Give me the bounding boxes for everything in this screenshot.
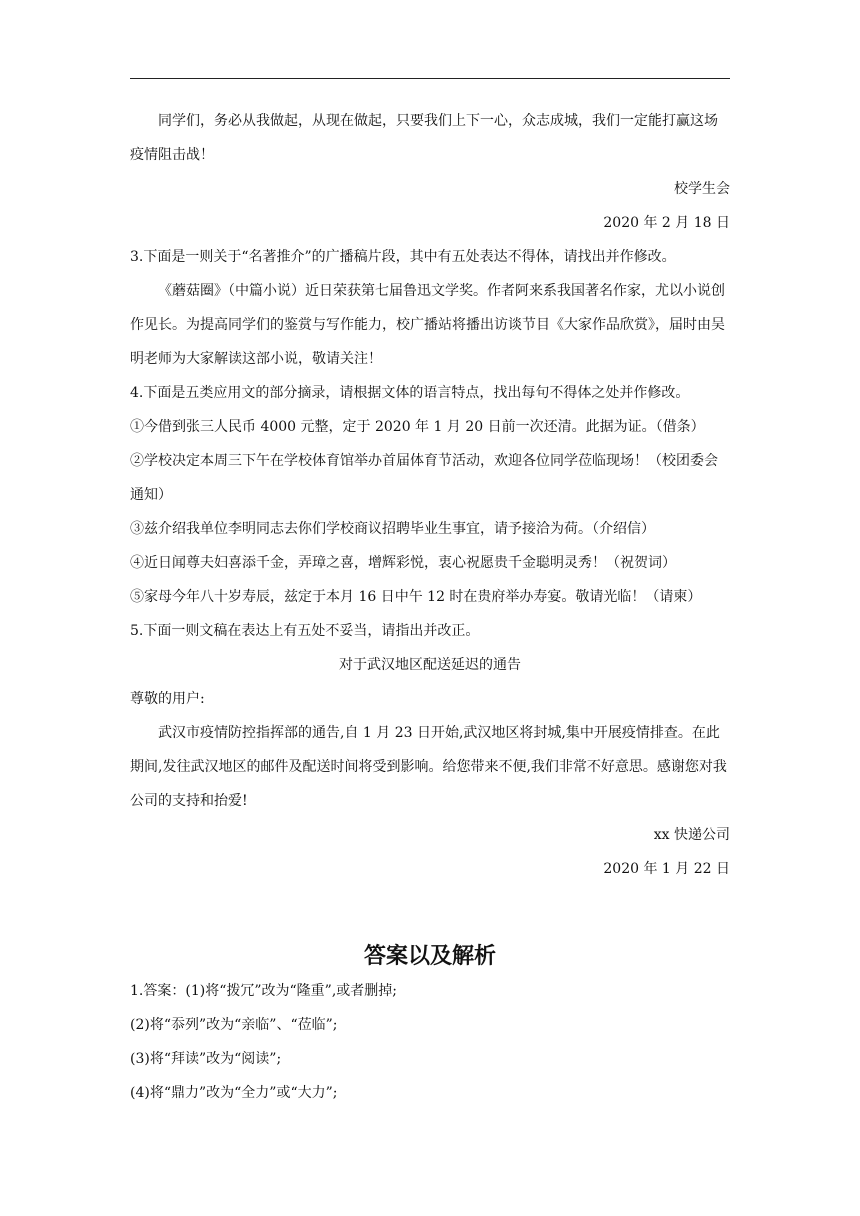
header-rule xyxy=(130,78,730,79)
signature-date: 2020 年 2 月 18 日 xyxy=(603,215,730,231)
answer-line: (3)将“拜读”改为“阅读”; xyxy=(130,1051,282,1067)
notice-signature-org: xx 快递公司 xyxy=(653,827,730,843)
question-3-passage: 《蘑菇圈》（中篇小说）近日荣获第七届鲁迅文学奖。作者阿来系我国著名作家，尤以小说创作见长。为提高同学们的鉴赏与写作能力，校广播站将播出访谈节目《大家作品欣赏》，届时由吴明老师为大家解读这部小说，敬请关注！ xyxy=(130,283,725,367)
notice-body: 武汉市疫情防控指挥部的通告,自 1 月 23 日开始,武汉地区将封城,集中开展疫情排查。在此期间,发往武汉地区的邮件及配送时间将受到影响。给您带来不便,我们非常不好意思。感谢您对我公司的支持和抬爱! xyxy=(130,725,727,809)
question-4-item: ④近日闻尊夫妇喜添千金，弄璋之喜，增辉彩悦，衷心祝愿贵千金聪明灵秀！（祝贺词） xyxy=(130,555,676,571)
question-4-item: ⑤家母今年八十岁寿辰，兹定于本月 16 日中午 12 时在贵府举办寿宴。敬请光临！（请柬） xyxy=(130,589,702,605)
notice-signature-date: 2020 年 1 月 22 日 xyxy=(603,861,730,877)
document-content xyxy=(130,104,730,1110)
question-4-item: ③兹介绍我单位李明同志去你们学校商议招聘毕业生事宜，请予接洽为荷。（介绍信） xyxy=(130,521,655,537)
question-4-prompt: 4.下面是五类应用文的部分摘录，请根据文体的语言特点，找出每句不得体之处并作修改。 xyxy=(130,385,690,401)
notice-title: 对于武汉地区配送延迟的通告 xyxy=(339,657,521,673)
question-5-prompt: 5.下面一则文稿在表达上有五处不妥当，请指出并改正。 xyxy=(130,623,480,639)
answer-line: (4)将“鼎力”改为“全力”或“大力”; xyxy=(130,1085,338,1101)
notice-salutation: 尊敬的用户: xyxy=(130,691,205,707)
question-4-item: ①今借到张三人民币 4000 元整，定于 2020 年 1 月 20 日前一次还清。此据为证。（借条） xyxy=(130,419,705,435)
signature-org: 校学生会 xyxy=(674,181,730,197)
question-4-item: ②学校决定本周三下午在学校体育馆举办首届体育节活动，欢迎各位同学莅临现场！（校团委会通知） xyxy=(130,453,718,503)
answers-heading: 答案以及解析 xyxy=(363,944,496,969)
closing-paragraph: 同学们，务必从我做起，从现在做起，只要我们上下一心，众志成城，我们一定能打赢这场疫情阻击战！ xyxy=(130,113,718,163)
answer-line: 1.答案：(1)将“拨冗”改为“隆重”,或者删掉; xyxy=(130,983,397,999)
question-3-prompt: 3.下面是一则关于“名著推介”的广播稿片段，其中有五处表达不得体，请找出并作修改。 xyxy=(130,249,676,265)
answer-line: (2)将“忝列”改为“亲临”、“莅临”; xyxy=(130,1017,338,1033)
